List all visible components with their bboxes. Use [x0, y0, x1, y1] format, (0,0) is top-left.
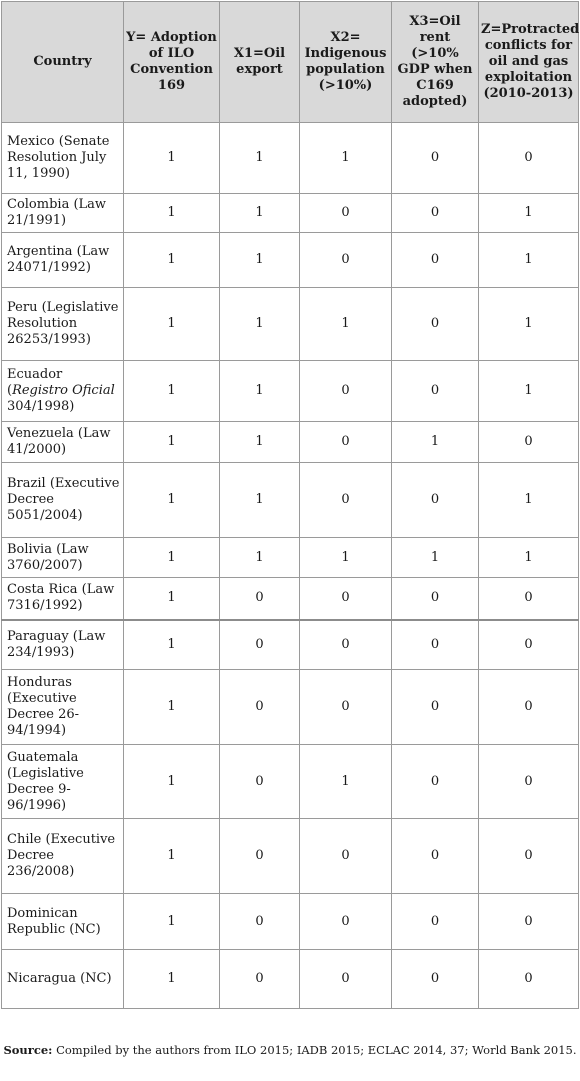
value-cell: 0	[479, 422, 579, 463]
value-cell: 0	[479, 578, 579, 620]
value-cell: 1	[300, 288, 392, 361]
country-cell: Nicaragua (NC)	[2, 950, 124, 1009]
value-cell: 0	[392, 620, 479, 670]
country-cell: Chile (Executive Decree 236/2008)	[2, 819, 124, 894]
value-cell: 0	[300, 422, 392, 463]
header-x1: X1=Oil export	[220, 2, 300, 123]
table-row	[2, 578, 579, 620]
value-cell: 1	[220, 194, 300, 233]
value-cell: 1	[124, 288, 220, 361]
value-cell: 1	[124, 670, 220, 745]
value-cell: 0	[220, 745, 300, 819]
data-table	[1, 1, 579, 1009]
value-cell: 1	[392, 422, 479, 463]
value-cell: 0	[300, 194, 392, 233]
value-cell: 1	[124, 950, 220, 1009]
table-row	[2, 233, 579, 288]
value-cell: 1	[220, 233, 300, 288]
country-cell	[2, 361, 124, 422]
country-cell: Honduras (Executive Decree 26-94/1994)	[2, 670, 124, 745]
value-cell: 0	[479, 745, 579, 819]
value-cell: 1	[124, 745, 220, 819]
header-y: Y= Adoption of ILO Convention 169	[124, 2, 220, 123]
value-cell: 0	[479, 670, 579, 745]
value-cell: 1	[220, 361, 300, 422]
value-cell: 0	[392, 819, 479, 894]
country-cell: Bolivia (Law 3760/2007)	[2, 538, 124, 578]
value-cell: 0	[300, 950, 392, 1009]
value-cell: 1	[124, 361, 220, 422]
value-cell: 1	[124, 819, 220, 894]
table-row	[2, 538, 579, 578]
table-row	[2, 670, 579, 745]
value-cell: 1	[479, 233, 579, 288]
value-cell: 1	[220, 123, 300, 194]
country-cell: Dominican Republic (NC)	[2, 894, 124, 950]
header-x3: X3=Oil rent (>10% GDP when C169 adopted)	[392, 2, 479, 123]
value-cell: 0	[392, 670, 479, 745]
table-row	[2, 422, 579, 463]
country-cell: Colombia (Law 21/1991)	[2, 194, 124, 233]
value-cell: 0	[392, 894, 479, 950]
value-cell: 0	[300, 361, 392, 422]
value-cell: 0	[479, 620, 579, 670]
value-cell: 0	[392, 288, 479, 361]
table-row	[2, 894, 579, 950]
value-cell: 0	[220, 894, 300, 950]
country-cell: Paraguay (Law 234/1993)	[2, 620, 124, 670]
value-cell: 1	[220, 463, 300, 538]
table-row	[2, 950, 579, 1009]
value-cell: 0	[392, 361, 479, 422]
country-cell: Peru (Legislative Resolution 26253/1993)	[2, 288, 124, 361]
header-country: Country	[2, 2, 124, 123]
value-cell: 1	[124, 233, 220, 288]
value-cell: 1	[479, 538, 579, 578]
value-cell: 0	[392, 233, 479, 288]
value-cell: 0	[300, 578, 392, 620]
value-cell: 1	[124, 578, 220, 620]
value-cell: 0	[479, 950, 579, 1009]
source-note	[0, 1043, 580, 1058]
value-cell: 1	[124, 463, 220, 538]
value-cell: 0	[300, 670, 392, 745]
value-cell: 0	[220, 620, 300, 670]
value-cell: 0	[479, 819, 579, 894]
table-row	[2, 620, 579, 670]
value-cell: 1	[300, 745, 392, 819]
table-row	[2, 361, 579, 422]
value-cell: 0	[220, 950, 300, 1009]
value-cell: 1	[479, 288, 579, 361]
value-cell: 0	[300, 463, 392, 538]
value-cell: 1	[392, 538, 479, 578]
value-cell: 0	[300, 819, 392, 894]
value-cell: 0	[392, 123, 479, 194]
value-cell: 1	[479, 463, 579, 538]
value-cell: 1	[479, 194, 579, 233]
value-cell: 1	[220, 538, 300, 578]
value-cell: 0	[220, 578, 300, 620]
country-text: Ecuador (	[7, 367, 63, 398]
country-cell: Brazil (Executive Decree 5051/2004)	[2, 463, 124, 538]
value-cell: 1	[124, 422, 220, 463]
value-cell: 1	[124, 620, 220, 670]
table-row	[2, 194, 579, 233]
value-cell: 1	[220, 288, 300, 361]
value-cell: 1	[124, 123, 220, 194]
source-label: Source:	[3, 1043, 53, 1057]
value-cell: 0	[392, 463, 479, 538]
value-cell: 0	[300, 233, 392, 288]
value-cell: 1	[124, 538, 220, 578]
value-cell: 0	[392, 194, 479, 233]
value-cell: 0	[392, 578, 479, 620]
header-z: Z=Protracted conflicts for oil and gas exploitation (2010-2013)	[479, 2, 579, 123]
header-x2: X2= Indigenous population (>10%)	[300, 2, 392, 123]
value-cell: 0	[392, 950, 479, 1009]
value-cell: 1	[300, 123, 392, 194]
country-cell: Venezuela (Law 41/2000)	[2, 422, 124, 463]
country-cell: Mexico (Senate Resolution July 11, 1990)	[2, 123, 124, 194]
value-cell: 1	[300, 538, 392, 578]
value-cell: 0	[479, 123, 579, 194]
country-cell: Argentina (Law 24071/1992)	[2, 233, 124, 288]
value-cell: 0	[300, 620, 392, 670]
value-cell: 0	[220, 670, 300, 745]
table-row	[2, 819, 579, 894]
header-row	[2, 2, 579, 123]
table-row	[2, 288, 579, 361]
country-cell: Guatemala (Legislative Decree 9-96/1996)	[2, 745, 124, 819]
country-text-italic: Registro Oficial	[12, 383, 115, 398]
country-cell: Costa Rica (Law 7316/1992)	[2, 578, 124, 620]
value-cell: 1	[124, 194, 220, 233]
source-text: Compiled by the authors from ILO 2015; IADB 2015; ECLAC 2014, 37; World Bank 2015.	[52, 1043, 577, 1057]
value-cell: 1	[220, 422, 300, 463]
table-row	[2, 463, 579, 538]
table-row	[2, 745, 579, 819]
value-cell: 0	[300, 894, 392, 950]
value-cell: 1	[124, 894, 220, 950]
table-row	[2, 123, 579, 194]
value-cell: 0	[220, 819, 300, 894]
country-text: 304/1998)	[7, 399, 75, 414]
value-cell: 1	[479, 361, 579, 422]
value-cell: 0	[479, 894, 579, 950]
value-cell: 0	[392, 745, 479, 819]
